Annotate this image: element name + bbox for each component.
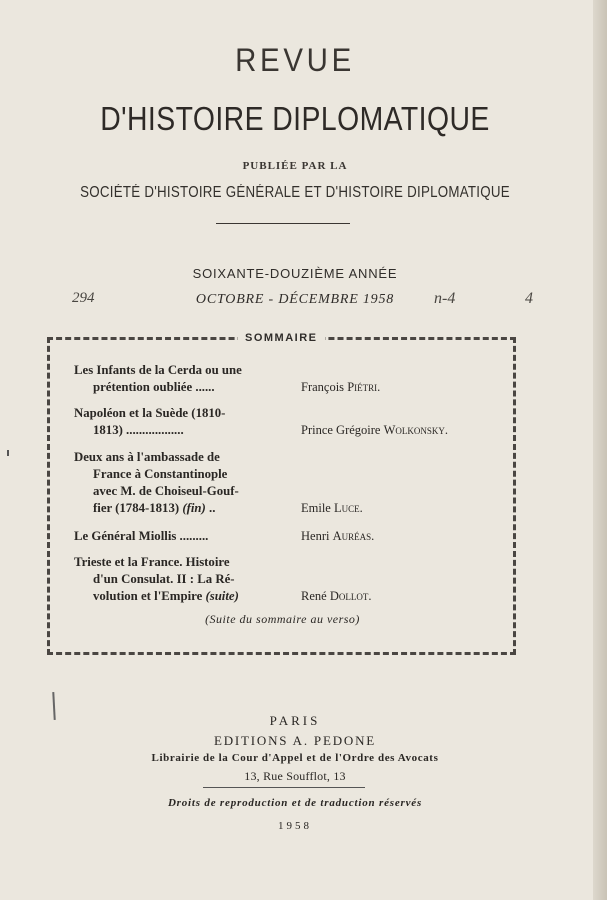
- toc-entry-author: Emile Luce.: [301, 501, 363, 515]
- toc-entry-author: François Piétri.: [301, 380, 381, 394]
- publisher-city: PARIS: [269, 713, 321, 728]
- toc-entry-title: Trieste et la France. Histoire d'un Consulat. II : La Ré- volution et l'Empire (suite): [74, 555, 239, 603]
- publisher-description: Librairie de la Cour d'Appel et de l'Ordre des Avocats: [151, 752, 439, 764]
- publication-year: 1958: [278, 820, 312, 832]
- rights-notice: Droits de reproduction et de traduction réservés: [167, 797, 423, 809]
- toc-entry-title: Les Infants de la Cerda ou une prétention oubliée ......: [74, 363, 242, 394]
- title-divider: [216, 223, 350, 224]
- issue-period: OCTOBRE - DÉCEMBRE 1958: [195, 292, 395, 307]
- journal-title-line2: D'HISTOIRE DIPLOMATIQUE: [100, 100, 490, 137]
- toc-entry-title: Deux ans à l'ambassade de France à Constantinople avec M. de Choiseul-Gouf- fier (1784-1813) (fin) ..: [74, 450, 239, 515]
- toc-entry-author: René Dollot.: [301, 589, 372, 603]
- publisher-address: 13, Rue Soufflot, 13: [244, 769, 346, 783]
- handwritten-note-left: 294: [72, 290, 95, 306]
- footer-divider: [203, 787, 365, 788]
- handwritten-note-right: 4: [525, 290, 533, 307]
- sommaire-label: SOMMAIRE: [238, 332, 325, 344]
- handwritten-note-middle: n-4: [434, 290, 456, 307]
- toc-entry-author: Prince Grégoire Wolkonsky.: [301, 423, 449, 437]
- published-by: PUBLIÉE PAR LA: [242, 160, 348, 172]
- toc-entry-title: Napoléon et la Suède (1810- 1813) ..................: [74, 406, 226, 437]
- ink-mark: [7, 450, 9, 456]
- page-edge: [593, 0, 607, 900]
- journal-title-line1: REVUE: [235, 42, 355, 78]
- year-label: SOIXANTE-DOUZIÈME ANNÉE: [192, 266, 398, 281]
- publisher-name: EDITIONS A. PEDONE: [213, 733, 377, 748]
- toc-entry-author: Henri Auréas.: [301, 529, 375, 543]
- sommaire-continued-note: (Suite du sommaire au verso): [205, 612, 360, 626]
- society-name: SOCIÉTÉ D'HISTOIRE GÉNÉRALE ET D'HISTOIRE DIPLOMATIQUE: [80, 184, 510, 201]
- toc-entry-title: Le Général Miollis .........: [74, 529, 209, 543]
